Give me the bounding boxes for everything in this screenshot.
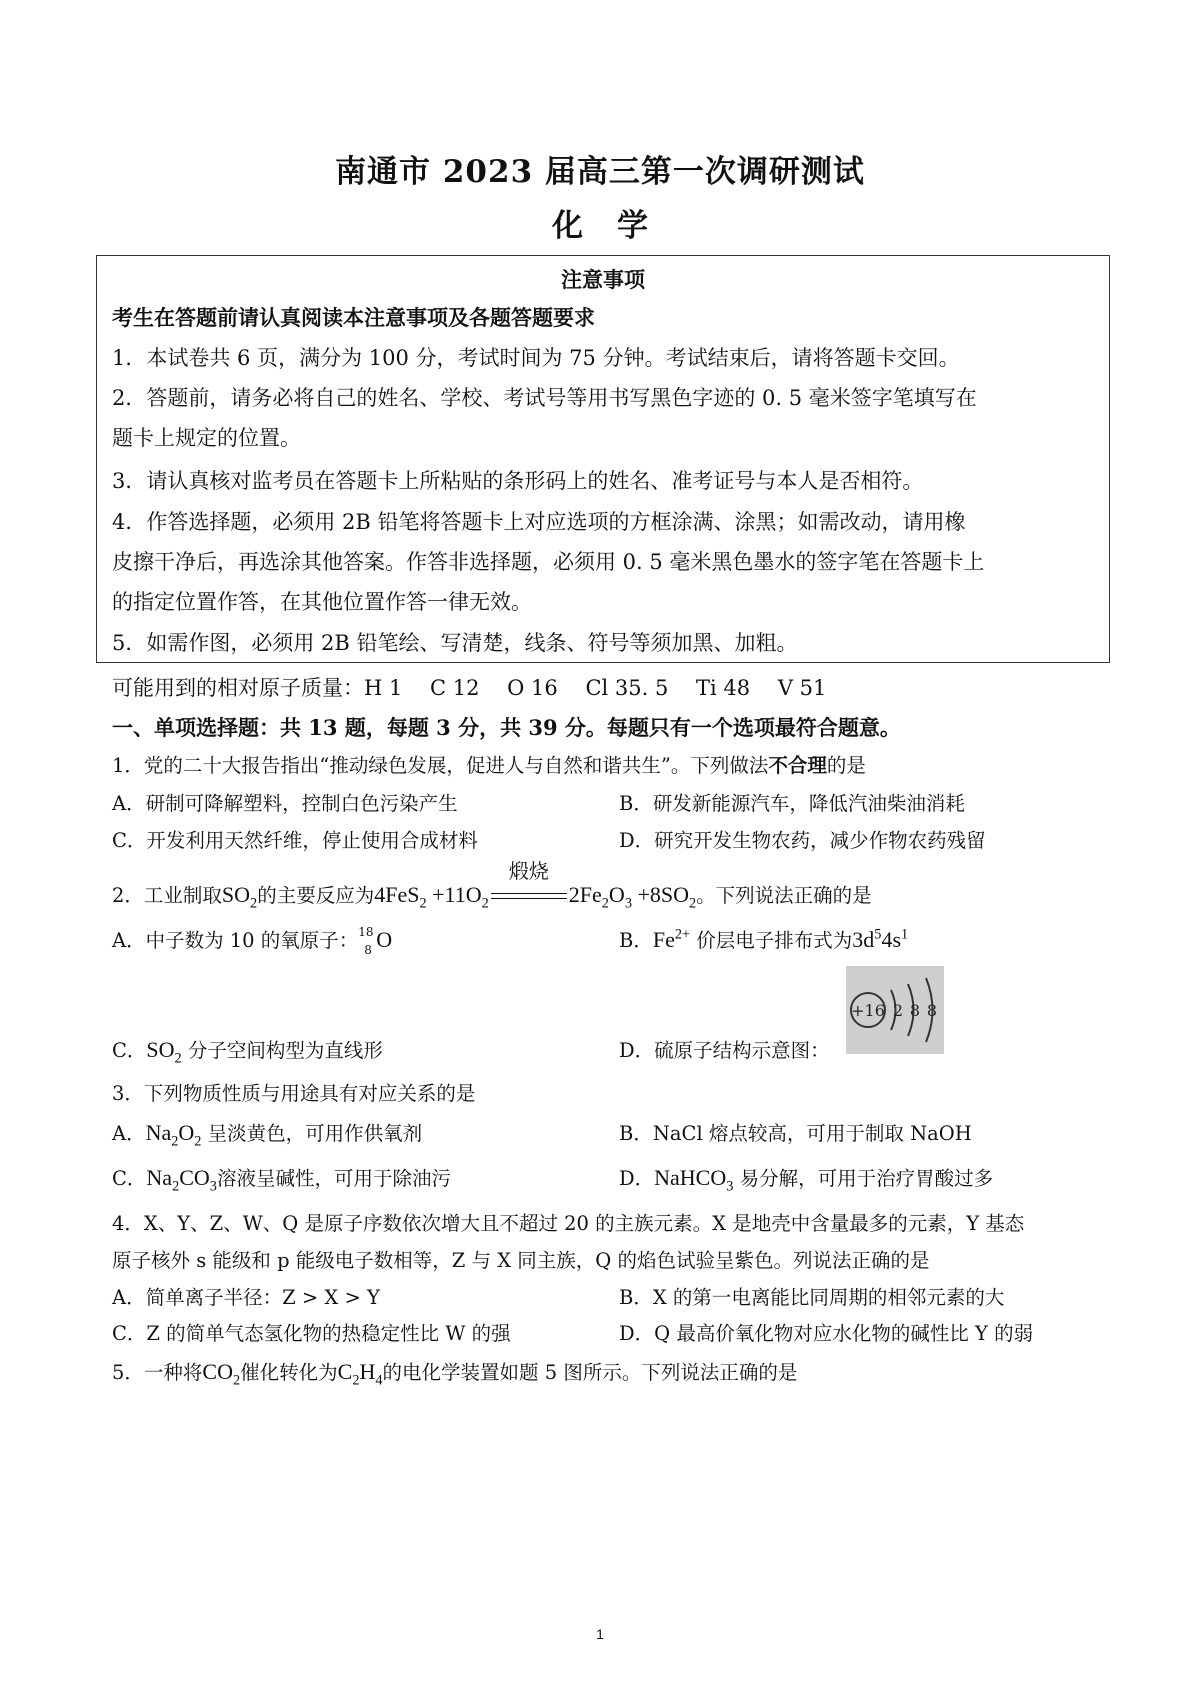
q4-stem-line2: 原子核外 s 能级和 p 能级电子数相等，Z 与 X 同主族，Q 的焰色试验呈紫色。列说法正确的是 bbox=[112, 1249, 930, 1272]
q3-option-c: C．$Na_2CO_3$溶液呈碱性，可用于除油污 bbox=[112, 1165, 451, 1195]
q3-option-d: D．NaHCO$_3$ 易分解，可用于治疗胃酸过多 bbox=[619, 1165, 994, 1195]
q2-stem: 2．工业制取$SO_2$的主要反应为$4FeS_2 +11O_2$ 煅烧 $2Fe_2O_3 +8SO_2$。下列说法正确的是 bbox=[112, 858, 872, 912]
q1-option-c: C．开发利用天然纤维，停止使用合成材料 bbox=[112, 829, 478, 852]
notice-item-4-cont2: 的指定位置作答，在其他位置作答一律无效。 bbox=[112, 590, 532, 614]
svg-text:8: 8 bbox=[909, 1001, 921, 1020]
page-number: 1 bbox=[596, 1626, 604, 1642]
notice-lead: 考生在答题前请认真阅读本注意事项及各题答题要求 bbox=[112, 305, 595, 330]
q2-option-a: A．中子数为 10 的氧原子： 18 8 O bbox=[112, 924, 393, 957]
notice-item-5: 5．如需作图，必须用 2B 铅笔绘、写清楚，线条、符号等须加黑、加粗。 bbox=[112, 631, 798, 655]
notice-title: 注意事项 bbox=[561, 267, 645, 292]
q1-option-a: A．研制可降解塑料，控制白色污染产生 bbox=[112, 792, 458, 815]
q2-option-c: C．$SO_2$ 分子空间构型为直线形 bbox=[112, 1037, 383, 1067]
notice-item-1: 1．本试卷共 6 页，满分为 100 分，考试时间为 75 分钟。考试结束后，请将答题卡交回。 bbox=[112, 346, 960, 370]
q1-option-b: B．研发新能源汽车，降低汽油柴油消耗 bbox=[619, 792, 965, 815]
notice-item-4-cont1: 皮擦干净后，再选涂其他答案。作答非选择题，必须用 0. 5 毫米黑色墨水的签字笔在答题卡上 bbox=[112, 550, 985, 574]
svg-text:+16: +16 bbox=[851, 1001, 885, 1020]
q2-option-b: B．$Fe^{2+}$ 价层电子排布式为$3d^54s^1$ bbox=[619, 926, 909, 952]
svg-text:2: 2 bbox=[892, 1001, 904, 1020]
reaction-arrow: 煅烧 bbox=[489, 887, 569, 907]
q4-option-a: A．简单离子半径：Z > X > Y bbox=[112, 1286, 380, 1309]
notice-item-4: 4．作答选择题，必须用 2B 铅笔将答题卡上对应选项的方框涂满、涂黑；如需改动，请用橡 bbox=[112, 510, 966, 534]
subject-title: 化学 bbox=[552, 208, 682, 244]
q2-option-d: D．硫原子结构示意图： bbox=[619, 1039, 830, 1062]
section-heading: 一、单项选择题：共 13 题，每题 3 分，共 39 分。每题只有一个选项最符合题意。 bbox=[112, 715, 901, 740]
notice-item-3: 3．请认真核对监考员在答题卡上所粘贴的条形码上的姓名、准考证号与本人是否相符。 bbox=[112, 469, 924, 493]
q5-stem: 5．一种将$CO_2$催化转化为$C_2H_4$的电化学装置如题 5 图所示。下列说法正确的是 bbox=[112, 1359, 798, 1389]
q1-stem: 1．党的二十大报告指出“推动绿色发展，促进人与自然和谐共生”。下列做法不合理的是 bbox=[112, 754, 866, 777]
q1-option-d: D．研究开发生物农药，减少作物农药残留 bbox=[619, 829, 986, 852]
q3-option-b: B．NaCl 熔点较高，可用于制取 NaOH bbox=[619, 1122, 972, 1145]
atomic-masses: 可能用到的相对原子质量：H 1 C 12 O 16 Cl 35. 5 Ti 48 V 51 bbox=[112, 676, 827, 700]
notice-item-2-cont: 题卡上规定的位置。 bbox=[112, 426, 301, 450]
notice-item-2: 2．答题前，请务必将自己的姓名、学校、考试号等用书写黑色字迹的 0. 5 毫米签字笔填写在 bbox=[112, 386, 977, 410]
svg-text:8: 8 bbox=[926, 1001, 938, 1020]
exam-title: 南通市 2023 届高三第一次调研测试 bbox=[335, 154, 865, 190]
q4-option-c: C．Z 的简单气态氢化物的热稳定性比 W 的强 bbox=[112, 1322, 511, 1345]
q3-stem: 3．下列物质性质与用途具有对应关系的是 bbox=[112, 1082, 476, 1105]
q4-option-b: B．X 的第一电离能比同周期的相邻元素的大 bbox=[619, 1286, 1005, 1309]
q4-option-d: D．Q 最高价氧化物对应水化物的碱性比 Y 的弱 bbox=[619, 1322, 1034, 1345]
q4-stem-line1: 4．X、Y、Z、W、Q 是原子序数依次增大且不超过 20 的主族元素。X 是地壳中含量最多的元素，Y 基态 bbox=[112, 1212, 1025, 1235]
q3-option-a: A．$Na_2O_2$ 呈淡黄色，可用作供氧剂 bbox=[112, 1120, 423, 1150]
sulfur-atom-diagram bbox=[846, 966, 944, 1054]
